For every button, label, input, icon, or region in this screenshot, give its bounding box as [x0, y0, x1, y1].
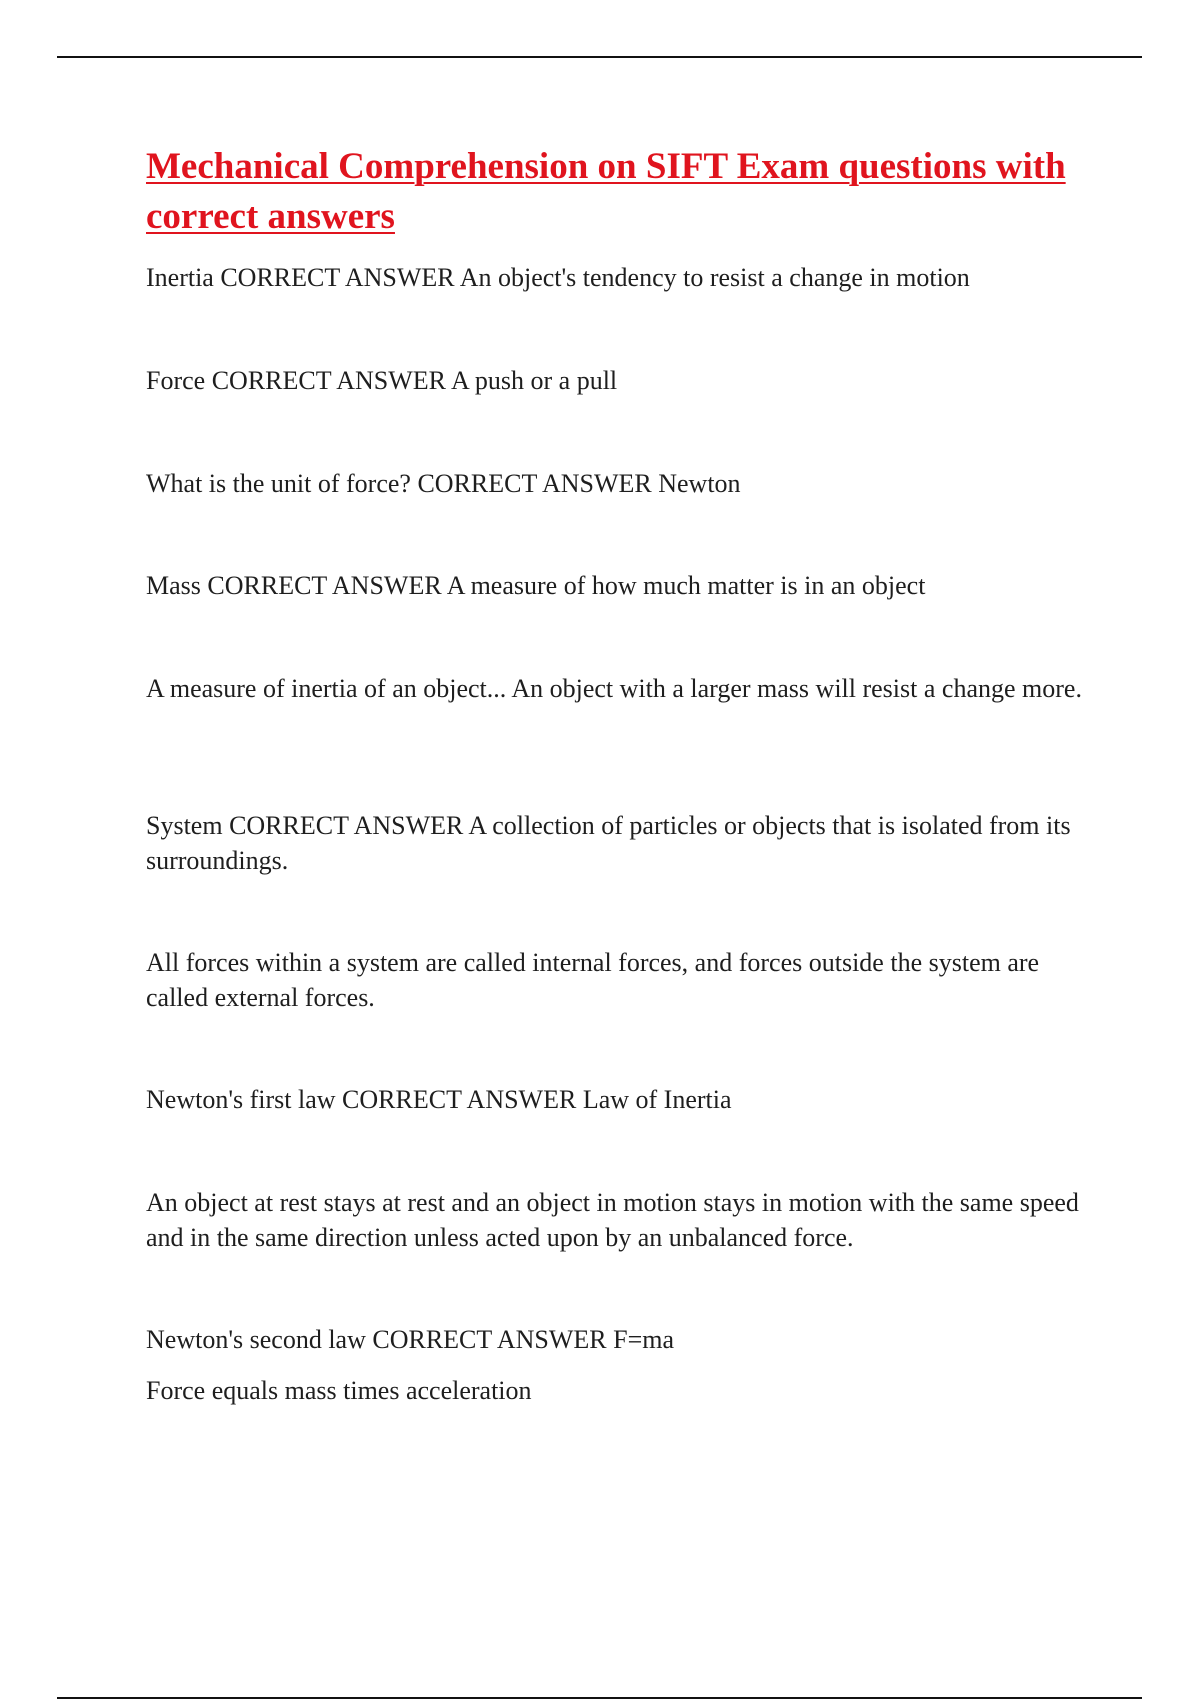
- qa-entry-newton-first-law: Newton's first law CORRECT ANSWER Law of Inertia: [146, 1085, 732, 1114]
- qa-entry-newton-second-law: Newton's second law CORRECT ANSWER F=ma: [146, 1325, 675, 1354]
- qa-entry-mass: Mass CORRECT ANSWER A measure of how much matter is in an object: [146, 571, 926, 600]
- qa-entry-first-law-statement: An object at rest stays at rest and an object in motion stays in motion with the same speed and in the same direction unless acted upon by an unbalanced force.: [146, 1188, 1079, 1252]
- qa-entry-inertia: Inertia CORRECT ANSWER An object's tendency to resist a change in motion: [146, 263, 970, 292]
- qa-entry-system: System CORRECT ANSWER A collection of particles or objects that is isolated from its surroundings.: [146, 811, 1071, 875]
- qa-entry-mass-inertia: A measure of inertia of an object... An object with a larger mass will resist a change more.: [146, 674, 1082, 703]
- qa-entry-unit-of-force: What is the unit of force? CORRECT ANSWER Newton: [146, 469, 741, 498]
- qa-entry-internal-external-forces: All forces within a system are called internal forces, and forces outside the system are called external forces.: [146, 948, 1040, 1012]
- header-rule: [57, 56, 1142, 58]
- footer-rule: [57, 1697, 1142, 1699]
- qa-entry-force: Force CORRECT ANSWER A push or a pull: [146, 366, 618, 395]
- qa-entry-second-law-statement: Force equals mass times acceleration: [146, 1376, 532, 1405]
- document-title: Mechanical Comprehension on SIFT Exam questions with correct answers: [146, 146, 1066, 237]
